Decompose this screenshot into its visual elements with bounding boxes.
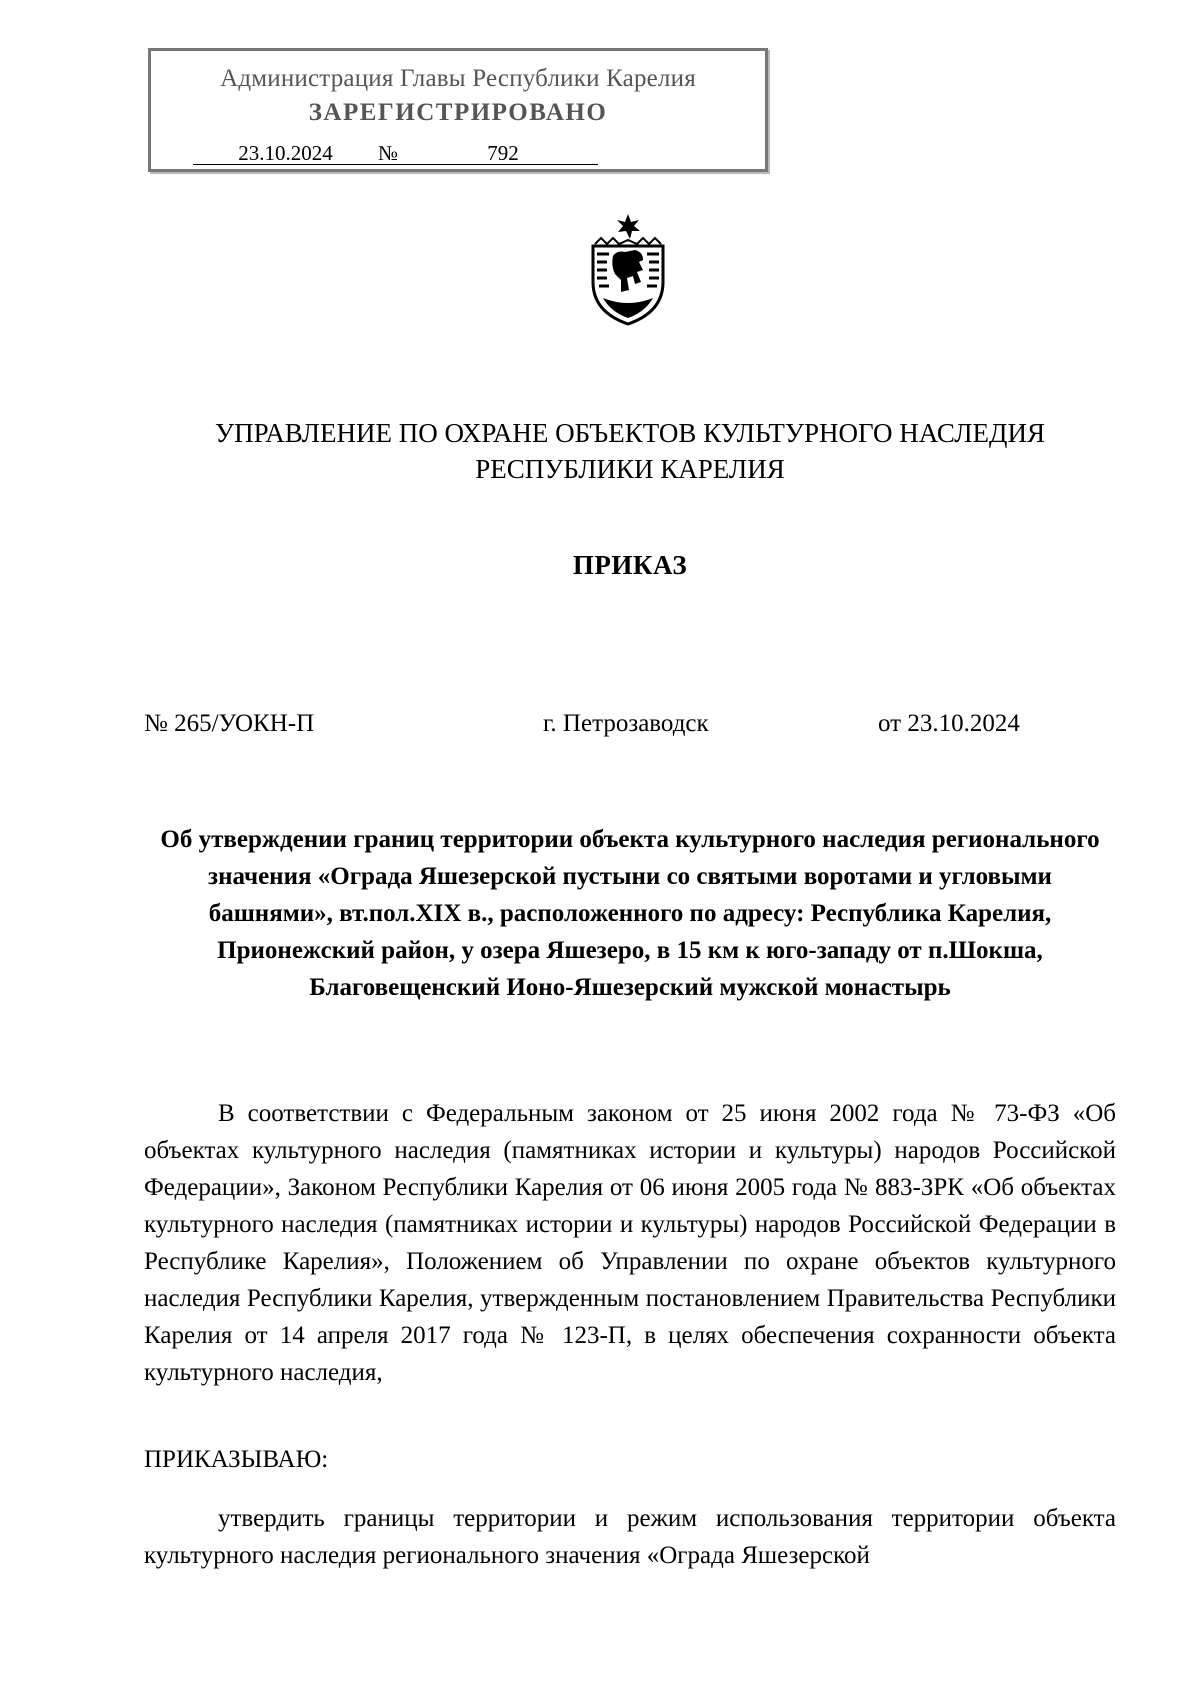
stamp-registered-label: ЗАРЕГИСТРИРОВАНО: [308, 99, 608, 126]
stamp-authority: Администрация Главы Республики Карелия: [220, 65, 696, 92]
order-date: от 23.10.2024: [878, 710, 1020, 737]
stamp-number: 792: [408, 142, 598, 165]
order-directive-text: утвердить границы территории и режим использования территории объекта культурного наследия регионального значения «Ограда Яшезерской: [144, 1505, 1116, 1569]
organization-title-line2: РЕСПУБЛИКИ КАРЕЛИЯ: [475, 454, 785, 484]
organization-title: [0, 415, 1200, 487]
order-subject: Об утверждении границ территории объекта культурного наследия регионального значения «Ограда Яшезерской пустыни со святыми воротами и угловыми башнями», вт.пол.XIX в., расположенного по адресу: Республика Карелия, Прионежский район, у озера Яшезеро, в 15 км к юго-западу от п.Шокша, Благовещенский Ионо-Яшезерский мужской монастырь: [160, 826, 1100, 1001]
preamble-paragraph: В соответствии с Федеральным законом от 25 июня 2002 года № 73-ФЗ «Об объектах культурного наследия (памятниках истории и культуры) народов Российской Федерации», Законом Республики Карелия от 06 июня 2005 года № 883-ЗРК «Об объектах культурного наследия (памятниках истории и культуры) народов Российской Федерации в Республике Карелия», Положением об Управлении по охране объектов культурного наследия Республики Карелия, утвержденным постановлением Правительства Республики Карелия от 14 апреля 2017 года № 123-П, в целях обеспечения сохранности объекта культурного наследия,: [144, 1100, 1116, 1386]
registration-stamp: [148, 48, 768, 172]
order-number: № 265/УОКН-П: [144, 710, 315, 737]
stamp-number-sign: №: [378, 142, 408, 165]
order-city: г. Петрозаводск: [543, 710, 709, 737]
coat-of-arms-karelia-icon: [583, 212, 673, 328]
stamp-date: 23.10.2024: [193, 142, 378, 165]
order-directive-label: ПРИКАЗЫВАЮ:: [144, 1446, 329, 1473]
document-type: ПРИКАЗ: [572, 550, 688, 580]
organization-title-line1: УПРАВЛЕНИЕ ПО ОХРАНЕ ОБЪЕКТОВ КУЛЬТУРНОГО НАСЛЕДИЯ: [215, 418, 1045, 448]
stamp-registration-line: [193, 141, 598, 166]
